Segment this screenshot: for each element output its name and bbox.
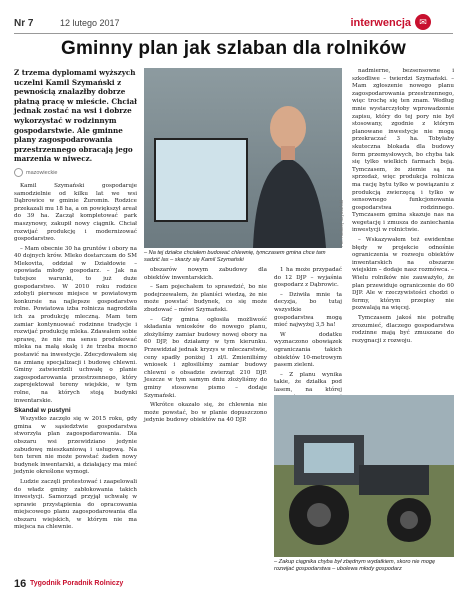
speaker-icon: ✉ [415, 14, 431, 30]
issue-date: 12 lutego 2017 [60, 18, 120, 28]
paragraph: – Sam pojechałem to sprawdzić, bo nie podejrzewałem, że planiści wiedzą, że nie może powstać budynek, co się może zbudować – mówi Szymański. [144, 284, 267, 313]
publication-name: Tygodnik Poradnik Rolniczy [30, 580, 124, 587]
article-lead: Z trzema dyplomami wyższych uczelni Kamil Szymański z pewnością znalazłby dobrze płatną pracę w mieście. Chciał jednak zostać na wsi i dobrze wykorzystać w rodzinnym gospodarstwie. Ale gminne plany zagospodarowania przestrzennego obracają jego marzenia w niwecz. [14, 68, 137, 164]
photo-credit: Fot. Andrzej Szymański [339, 200, 344, 248]
photo-farmer-office [144, 68, 342, 248]
photo-tractor [274, 395, 454, 557]
paragraph: obszarów nowym zabudowy dla obiektów inwentarskich. [144, 267, 267, 281]
photo-caption-1: – Na tej działce chciałem budować chlewnię, tymczasem gmina chce tam sadzić las – skarży się Kamil Szymański [144, 250, 326, 263]
subheading: Skandal w pustyni [14, 407, 71, 415]
page-header [0, 0, 467, 34]
paragraph: – Wskazywałem też ewidentne błędy w projekcie odnośnie ograniczenia w rozwoju obiektów inwentarskich na obszarze wiejskim – dodaje nasz rozmówca. – Wielu rolników nie zauważyło, że plan przewiduje ograniczenie do 60 DJP. Ale w rzeczywistości chodzi o fermy, którym przepisy nie pozwalają na więcej. [352, 237, 454, 312]
paragraph: Wszystko zaczęło się w 2015 roku, gdy gmina w sąsiedztwie gospodarstwa stworzyła plan zagospodarowania. Dla obszaru wsi przewidziano jedynie zabudowę mieszkaniową i usługową. Na ten teren nie może powstać żaden nowy budynek inwentarski, a działający ma mieć jedynie określone wymogi. [14, 416, 137, 476]
issue-number: Nr 7 [14, 18, 34, 29]
paragraph: nadmierne, bezsensowne i szkodliwe – twierdzi Szymański. – Mam zgłoszenie nowego planu zagospodarowania przestrzennego, więc trochę się ten znam. Według mnie wystarczyłoby wprowadzenie zapisu, który do tej pory nie był stosowany, zgodnie z którym planowane inwestycje nie mogą przekraczać 3 ha. Tobyłaby skuteczna blokada dla budowy ferm przemysłowych, bo chyba tak się tylko wielkich farmach boją. Tymczasem, że ziemie są na sprzedaż, więc produkcja rolnicza ma rację bytu tylko w powiązaniu z produkcją zwierzęcą i tylko w sensownego funkcjonowania gospodarstwa rodzinnego. Tymczasem gmina skazuje nas na wegetację i zmusza do zaniechania inwestycji w rolnictwie. [352, 68, 454, 234]
computer-screen [154, 138, 248, 222]
section-label: interwencja [350, 17, 411, 29]
page-number: 16 [14, 578, 27, 590]
paragraph: W dodatku wyznaczono obowiązek ograniczania takich obiektów 10-metrowym pasem zieleni. [274, 331, 342, 369]
article-title: Gminny plan jak szlaban dla rolników [60, 38, 407, 59]
photo-caption-2: – Zakup ciągnika chyba był zbędnym wydatkiem, skoro nie mogę rozwijać gospodarstwa – ubolewa młody gospodarz [274, 559, 436, 572]
paragraph: Kamil Szymański gospodaruje samodzielnie od kilku lat we wsi Dąbrowice w gminie Żuromin. Rodzice przekazali mu 18 ha, a on powiększył areał do 39 ha. Zaczął kompletować park maszynowy, zakupił nowy ciągnik. Chciał rozwijać produkcję i modernizować gospodarstwo. [14, 182, 137, 243]
author-line [14, 168, 137, 177]
column-2 [144, 267, 267, 427]
paragraph: – Dziwiła mnie ta decyzja, bo tutaj wszystkie gospodarstwa mogą mieć najwyżej 3,5 ha! [274, 291, 342, 329]
farmer-figure [248, 98, 330, 248]
paragraph: 1 ha może przypadać do 12 DJP – wyjaśnia gospodarz z Dąbrowic. [274, 267, 342, 289]
paragraph: – Mam obecnie 30 ha gruntów i obory na 40 dojnych krów. Mleko dostarczam do SM Mlekovita, oddział w Działdowie – opowiada młody gospodarz. – Jak na tutejsze warunki, to już duże gospodarstwo. W 2010 roku rodzice zdobyli pierwsze miejsce w powiatowym konkursie na najlepsze gospodarstwo rolne. Powiatowa izba rolnicza nagrodziła ich za produkcję mleczną. Mam tem zamiar kontynuować rodzinne tradycje i rozwijać produkcję mleka. Zdawałem sobie sprawę, że nie ma sensu produkować mleka na małą skalę i że trzeba mocno postawić na inwestycje. Zdecydowałem się na zmianę specjalizacji i budowę chlewni. Gminy zatwierdzili uchwałę o planie zagospodarowania przestrzennego, który zaprojektował tereny wiejskie, w tym rolne, na których stoją budynki inwentarskie. [14, 245, 137, 404]
page-footer [14, 578, 453, 592]
paragraph: – Gdy gmina ogłosiła możliwość składania wniosków do nowego planu, złożyliśmy zamiar budowy nowej obory na 60 DJP, bo działamy w tym kierunku. Przewidział jednak kryzys w mleczarstwie, ceny spadły poniżej 1 zł/l. Zmieniliśmy wniosek i zgłosiliśmy zamiar budowy chlewni o obsadzie zwierząt 210 DJP. Jeszcze w tym samym dniu złożyliśmy do gminy stosowne pismo – dodaje Szymański. [144, 316, 267, 399]
location-icon [14, 168, 23, 177]
paragraph: Tymczasem jakoś nie potrafię zrozumieć, dlaczego gospodarstwa rodzinne mają być zmuszane do rezygnacji z rozwoju. [352, 315, 454, 344]
paragraph: – Z planu wynika takie, że działka pod lasem, na której [274, 371, 342, 393]
column-1 [14, 68, 137, 534]
tractor-illustration [274, 395, 454, 557]
author-region: mazowieckie [26, 169, 58, 176]
paragraph: Wkrótce okazało się, że chlewnia nie może powstać, bo w planie dopuszczono jedynie budowy obiektów na 40 DJP. [144, 402, 267, 424]
column-4 [352, 68, 454, 347]
paragraph: Ludzie zaczęli protestować i zaapelowali do władz gminy zabłokowania takich inwestycji. Samorząd przyjął uchwałę w sprawie przystąpienia do opracowania miejscowego planu zagospodarowania dla obszaru wiejskich, w którym nie ma miejsca na chlewnie. [14, 478, 137, 531]
header-divider [14, 33, 453, 34]
